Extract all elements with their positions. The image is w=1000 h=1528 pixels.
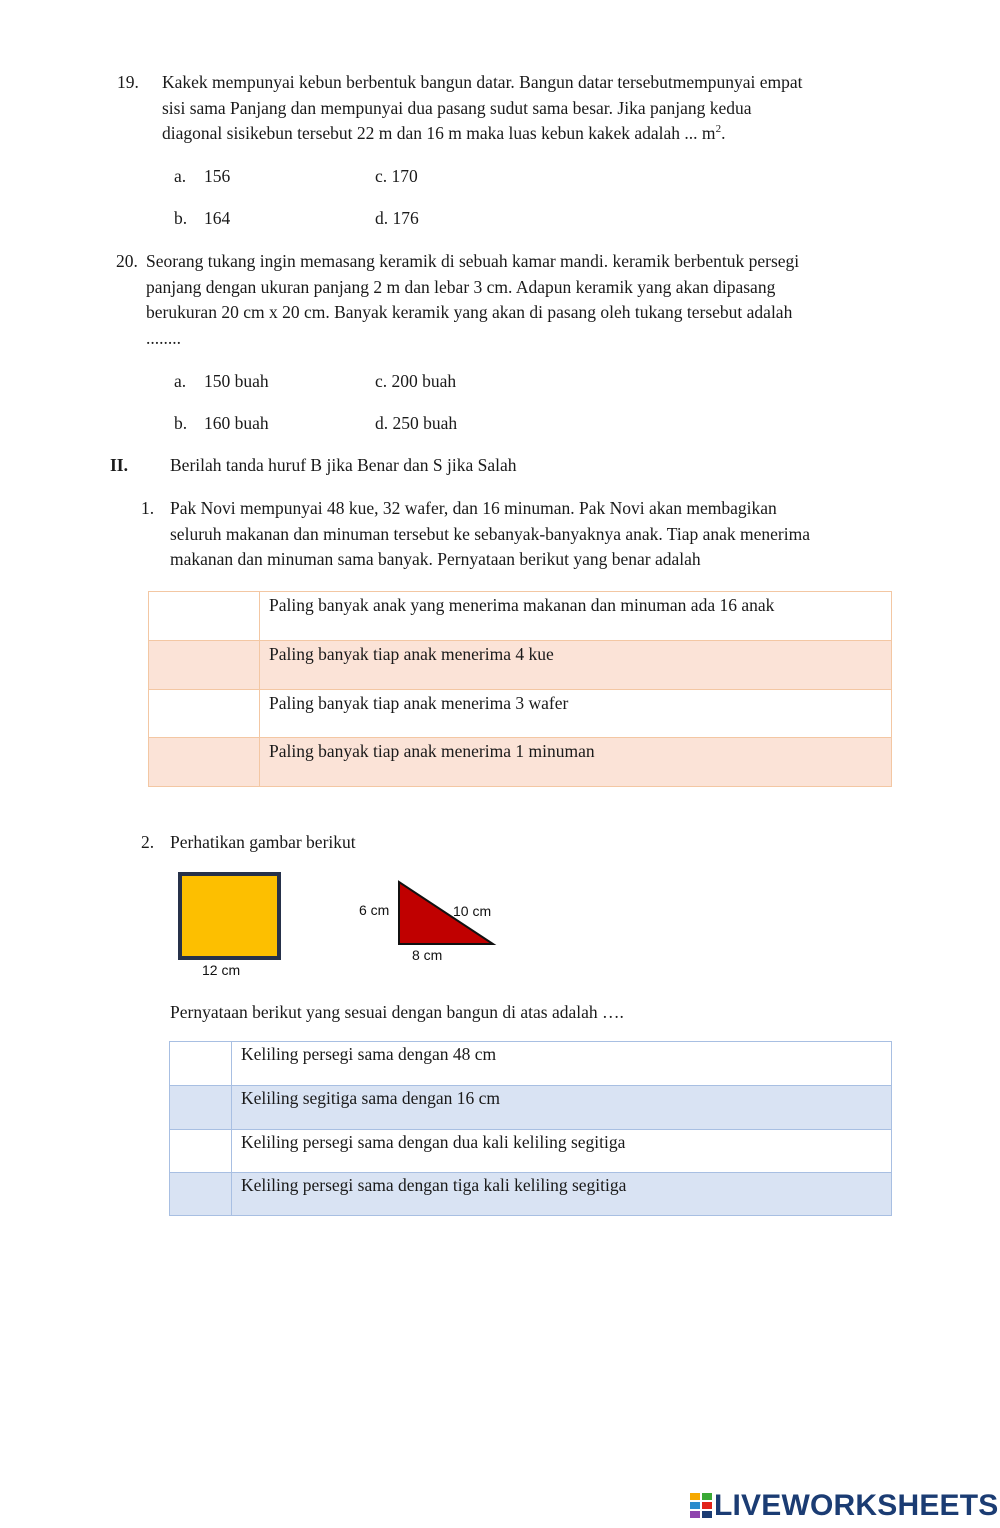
- question-19-number: 19.: [117, 72, 139, 92]
- item-2-answer-cell-3[interactable]: [170, 1130, 232, 1173]
- item-1-statement-3: Paling banyak tiap anak menerima 3 wafer: [260, 690, 892, 738]
- item-1-answer-cell-1[interactable]: [149, 592, 260, 641]
- question-19-line-3-text: diagonal sisikebun tersebut 22 m dan 16 m maka luas kebun kakek adalah ... m: [162, 123, 716, 143]
- item-1-line-1: Pak Novi mempunyai 48 kue, 32 wafer, dan 16 minuman. Pak Novi akan membagikan: [170, 498, 777, 518]
- q20-option-a: [174, 369, 269, 395]
- q19-option-d: [375, 206, 419, 232]
- q20-option-b-letter: b.: [174, 413, 188, 433]
- item-2-answer-cell-2[interactable]: [170, 1086, 232, 1130]
- triangle-hypotenuse-label: 10 cm: [453, 903, 492, 919]
- item-1-statement-2: Paling banyak tiap anak menerima 4 kue: [260, 641, 892, 690]
- q20-option-b: [174, 411, 269, 437]
- item-1-line-2: seluruh makanan dan minuman tersebut ke sebanyak-banyaknya anak. Tiap anak menerima: [170, 523, 811, 544]
- triangle-left-label: 6 cm: [359, 902, 390, 918]
- question-20-line-4: ........: [146, 327, 181, 348]
- square-shape: [180, 874, 279, 958]
- q19-option-c: [375, 164, 418, 190]
- item-1-answer-cell-4[interactable]: [149, 738, 260, 787]
- item-2-statement-4: Keliling persegi sama dengan tiga kali keliling segitiga: [232, 1173, 892, 1216]
- item-2-row: [170, 1042, 892, 1086]
- section-2-numeral: II.: [110, 455, 128, 475]
- square-side-label: 12 cm: [202, 962, 241, 978]
- liveworksheets-logo: [690, 1489, 999, 1523]
- question-20-line-3: berukuran 20 cm x 20 cm. Banyak keramik yang akan di pasang oleh tukang tersebut adalah: [146, 302, 793, 322]
- q20-option-d-letter: d.: [375, 413, 389, 433]
- item-2-statement-2: Keliling segitiga sama dengan 16 cm: [232, 1086, 892, 1130]
- question-20-number: 20.: [116, 251, 138, 271]
- question-19-superscript: 2: [715, 123, 722, 136]
- q19-option-d-letter: d.: [375, 208, 389, 228]
- item-1-line-3: makanan dan minuman sama banyak. Pernyataan berikut yang benar adalah: [170, 549, 701, 569]
- q20-option-c: [375, 369, 456, 395]
- question-20-line-2: panjang dengan ukuran panjang 2 m dan lebar 3 cm. Adapun keramik yang akan dipasang: [146, 276, 776, 297]
- item-2-row: [170, 1086, 892, 1130]
- section-2-instruction: Berilah tanda huruf B jika Benar dan S jika Salah: [170, 455, 517, 475]
- q19-option-b: [174, 206, 231, 232]
- q19-option-a-letter: a.: [174, 166, 187, 186]
- question-20-line-1: Seorang tukang ingin memasang keramik di sebuah kamar mandi. keramik berbentuk persegi: [146, 251, 800, 271]
- q19-option-c-value: 170: [391, 166, 418, 186]
- item-1-number: 1.: [141, 498, 155, 518]
- q20-option-a-value: 150 buah: [204, 371, 269, 391]
- item-1-answer-cell-2[interactable]: [149, 641, 260, 690]
- item-2-number: 2.: [141, 832, 155, 852]
- q19-option-a-value: 156: [204, 166, 231, 186]
- question-19-end: .: [721, 123, 726, 143]
- liveworksheets-logo-icon: [690, 1491, 714, 1521]
- item-2-statement-1: Keliling persegi sama dengan 48 cm: [232, 1042, 892, 1086]
- triangle-bottom-label: 8 cm: [412, 947, 443, 963]
- item-2-answer-cell-1[interactable]: [170, 1042, 232, 1086]
- liveworksheets-logo-text: LIVEWORKSHEETS: [714, 1489, 999, 1522]
- q20-option-c-value: 200 buah: [391, 371, 457, 391]
- item-1-row: [149, 690, 892, 738]
- question-19-line-1: Kakek mempunyai kebun berbentuk bangun datar. Bangun datar tersebutmempunyai empat: [162, 72, 803, 92]
- item-1-row: [149, 738, 892, 787]
- item-2-row: [170, 1130, 892, 1173]
- q19-option-c-letter: c.: [375, 166, 388, 186]
- item-2-prompt: Perhatikan gambar berikut: [170, 832, 356, 852]
- item-1-text: [170, 496, 930, 573]
- q20-option-d-value: 250 buah: [392, 413, 458, 433]
- q19-option-d-value: 176: [392, 208, 419, 228]
- item-2-statement-3: Keliling persegi sama dengan dua kali keliling segitiga: [232, 1130, 892, 1173]
- item-1-row: [149, 641, 892, 690]
- question-19-line-2: sisi sama Panjang dan mempunyai dua pasang sudut sama besar. Jika panjang kedua: [162, 97, 752, 118]
- item-1-answer-cell-3[interactable]: [149, 690, 260, 738]
- question-20-text: [146, 249, 926, 351]
- q19-option-a: [174, 164, 231, 190]
- question-19-line-3: [162, 121, 922, 147]
- item-2-row: [170, 1173, 892, 1216]
- q20-option-a-letter: a.: [174, 371, 187, 391]
- item-2-question: Pernyataan berikut yang sesuai dengan bangun di atas adalah ….: [170, 1002, 624, 1022]
- q19-option-b-value: 164: [204, 208, 231, 228]
- question-19-text: [162, 70, 922, 147]
- item-2-answer-cell-4[interactable]: [170, 1173, 232, 1216]
- item-1-table: [148, 591, 892, 787]
- item-1-row: [149, 592, 892, 641]
- q20-option-b-value: 160 buah: [204, 413, 269, 433]
- item-2-table: [169, 1041, 892, 1216]
- q20-option-d: [375, 411, 457, 437]
- q20-option-c-letter: c.: [375, 371, 388, 391]
- q19-option-b-letter: b.: [174, 208, 188, 228]
- item-1-statement-4: Paling banyak tiap anak menerima 1 minuman: [260, 738, 892, 787]
- item-1-statement-1: Paling banyak anak yang menerima makanan dan minuman ada 16 anak: [260, 592, 892, 641]
